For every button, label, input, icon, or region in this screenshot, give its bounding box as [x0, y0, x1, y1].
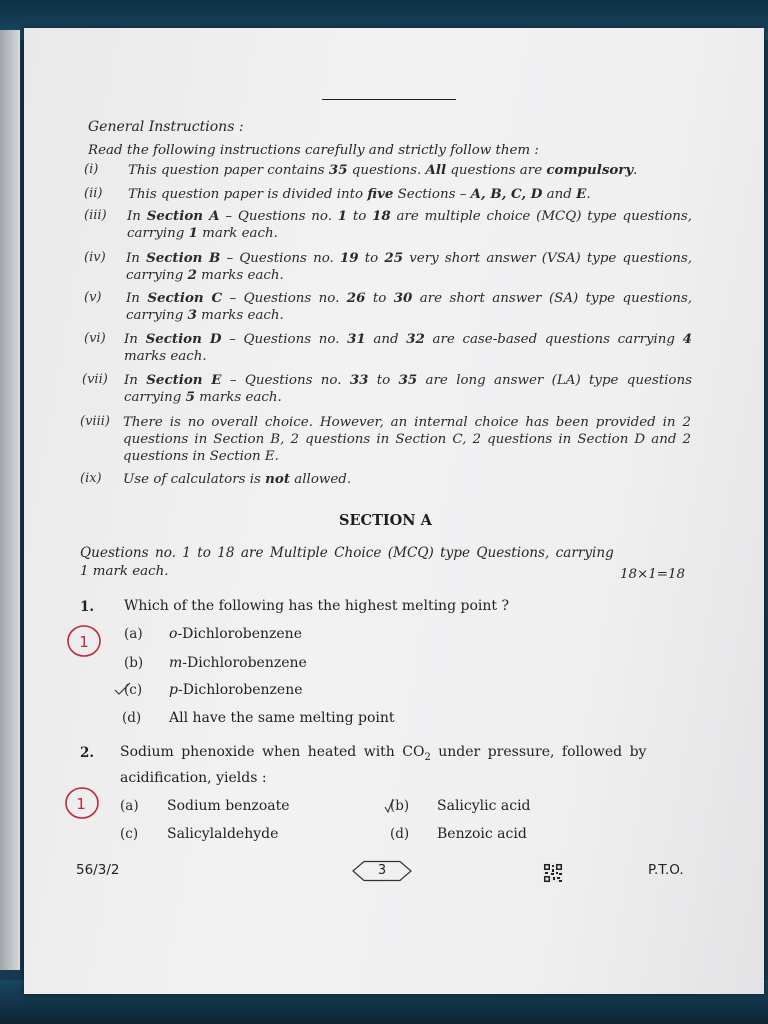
q1-option-a-prefix: o — [169, 626, 178, 642]
question-1-text: Which of the following has the highest melting point ? — [124, 598, 509, 614]
q2-option-b-label: (b) — [390, 798, 410, 814]
instruction-number: (vi) — [84, 331, 106, 346]
q2-answer-circle-mark — [62, 784, 102, 824]
instruction-text: In Section E – Questions no. 33 to 35 are long answer (LA) type questions carrying 5 marks each. — [124, 372, 692, 405]
paper-code: 56/3/2 — [76, 862, 120, 878]
page-edge-shadow — [0, 30, 20, 970]
q2-option-c-text: Salicylaldehyde — [167, 826, 279, 842]
instruction-text: In Section A – Questions no. 1 to 18 are multiple choice (MCQ) type questions, carrying 1 mark each. — [127, 208, 692, 241]
instruction-number: (iii) — [84, 208, 107, 223]
instruction-number: (iv) — [84, 250, 106, 265]
section-title: SECTION A — [339, 512, 432, 529]
q2-option-c-label: (c) — [120, 826, 139, 842]
question-2-text-line2: acidification, yields : — [120, 770, 267, 786]
section-marks: 18×1=18 — [620, 567, 686, 582]
q1-option-b-label: (b) — [124, 655, 144, 671]
top-rule-divider — [322, 99, 456, 100]
instruction-number: (i) — [84, 162, 99, 177]
instruction-text: There is no overall choice. However, an internal choice has been provided in 2 questions in Section B, 2 questions in Section C, 2 questions in Section D and 2 questions in Section E. — [123, 415, 691, 464]
q1-handwritten-number: 1 — [79, 633, 89, 651]
instruction-text: In Section C – Questions no. 26 to 30 are short answer (SA) type questions, carrying 3 marks each. — [126, 290, 692, 323]
q1-option-b-text — [169, 655, 307, 671]
q1-option-c-label: (c) — [124, 682, 143, 698]
q1-option-d-label: (d) — [122, 710, 142, 726]
instruction-text: In Section D – Questions no. 31 and 32 are case-based questions carrying 4 marks each. — [124, 331, 692, 364]
q1-option-d-text — [169, 710, 395, 726]
q2-option-b-text: Salicylic acid — [437, 798, 531, 814]
q1-option-a-label: (a) — [124, 626, 143, 642]
instruction-text: Use of calculators is not allowed. — [123, 471, 352, 487]
instructions-intro: Read the following instructions carefully and strictly follow them : — [88, 143, 539, 158]
q1-option-c-tick-mark — [114, 681, 132, 697]
pto-label: P.T.O. — [648, 862, 684, 878]
q2-text-part-a: Sodium phenoxide when heated with CO — [120, 744, 425, 760]
q1-answer-circle-mark — [64, 622, 104, 662]
q1-option-c-name: -Dichlorobenzene — [177, 682, 303, 698]
q1-option-a-text — [169, 626, 302, 642]
instruction-text: In Section B – Questions no. 19 to 25 very short answer (VSA) type questions, carrying 2 marks each. — [126, 250, 692, 283]
question-2-number: 2. — [80, 745, 95, 761]
section-note-line1: Questions no. 1 to 18 are Multiple Choice (MCQ) type Questions, carrying — [80, 545, 614, 561]
q2-option-b-tick-mark — [383, 797, 395, 815]
instruction-number: (viii) — [80, 414, 110, 429]
instruction-text: This question paper is divided into five Sections – A, B, C, D and E. — [128, 186, 591, 202]
q1-option-b-name: -Dichlorobenzene — [182, 655, 307, 671]
q2-option-a-text: Sodium benzoate — [167, 798, 290, 814]
qr-code-icon — [543, 863, 563, 883]
q2-option-d-label: (d) — [390, 826, 410, 842]
q2-text-part-b: under pressure, followed by — [430, 744, 647, 760]
instructions-heading: General Instructions : — [88, 119, 244, 135]
question-1-number: 1. — [80, 599, 95, 615]
q2-option-a-label: (a) — [120, 798, 139, 814]
instruction-number: (ii) — [84, 186, 103, 201]
section-note-line2: 1 mark each. — [80, 564, 169, 579]
q1-option-a-name: -Dichlorobenzene — [177, 626, 302, 642]
q1-option-b-prefix: m — [169, 655, 183, 671]
page-number: 3 — [377, 863, 387, 878]
q2-text-subscript: 2 — [424, 751, 431, 763]
page-number-badge — [352, 860, 412, 882]
instruction-number: (v) — [84, 290, 102, 305]
q1-option-d-name: All have the same melting point — [169, 710, 395, 726]
instruction-text: This question paper contains 35 questions. All questions are compulsory. — [128, 162, 638, 178]
q1-option-c-text — [169, 682, 303, 698]
q2-handwritten-number: 1 — [76, 795, 86, 813]
instruction-number: (ix) — [80, 471, 102, 486]
q2-option-d-text: Benzoic acid — [437, 826, 527, 842]
instruction-number: (vii) — [82, 372, 108, 387]
q1-option-c-prefix: p — [169, 682, 178, 698]
